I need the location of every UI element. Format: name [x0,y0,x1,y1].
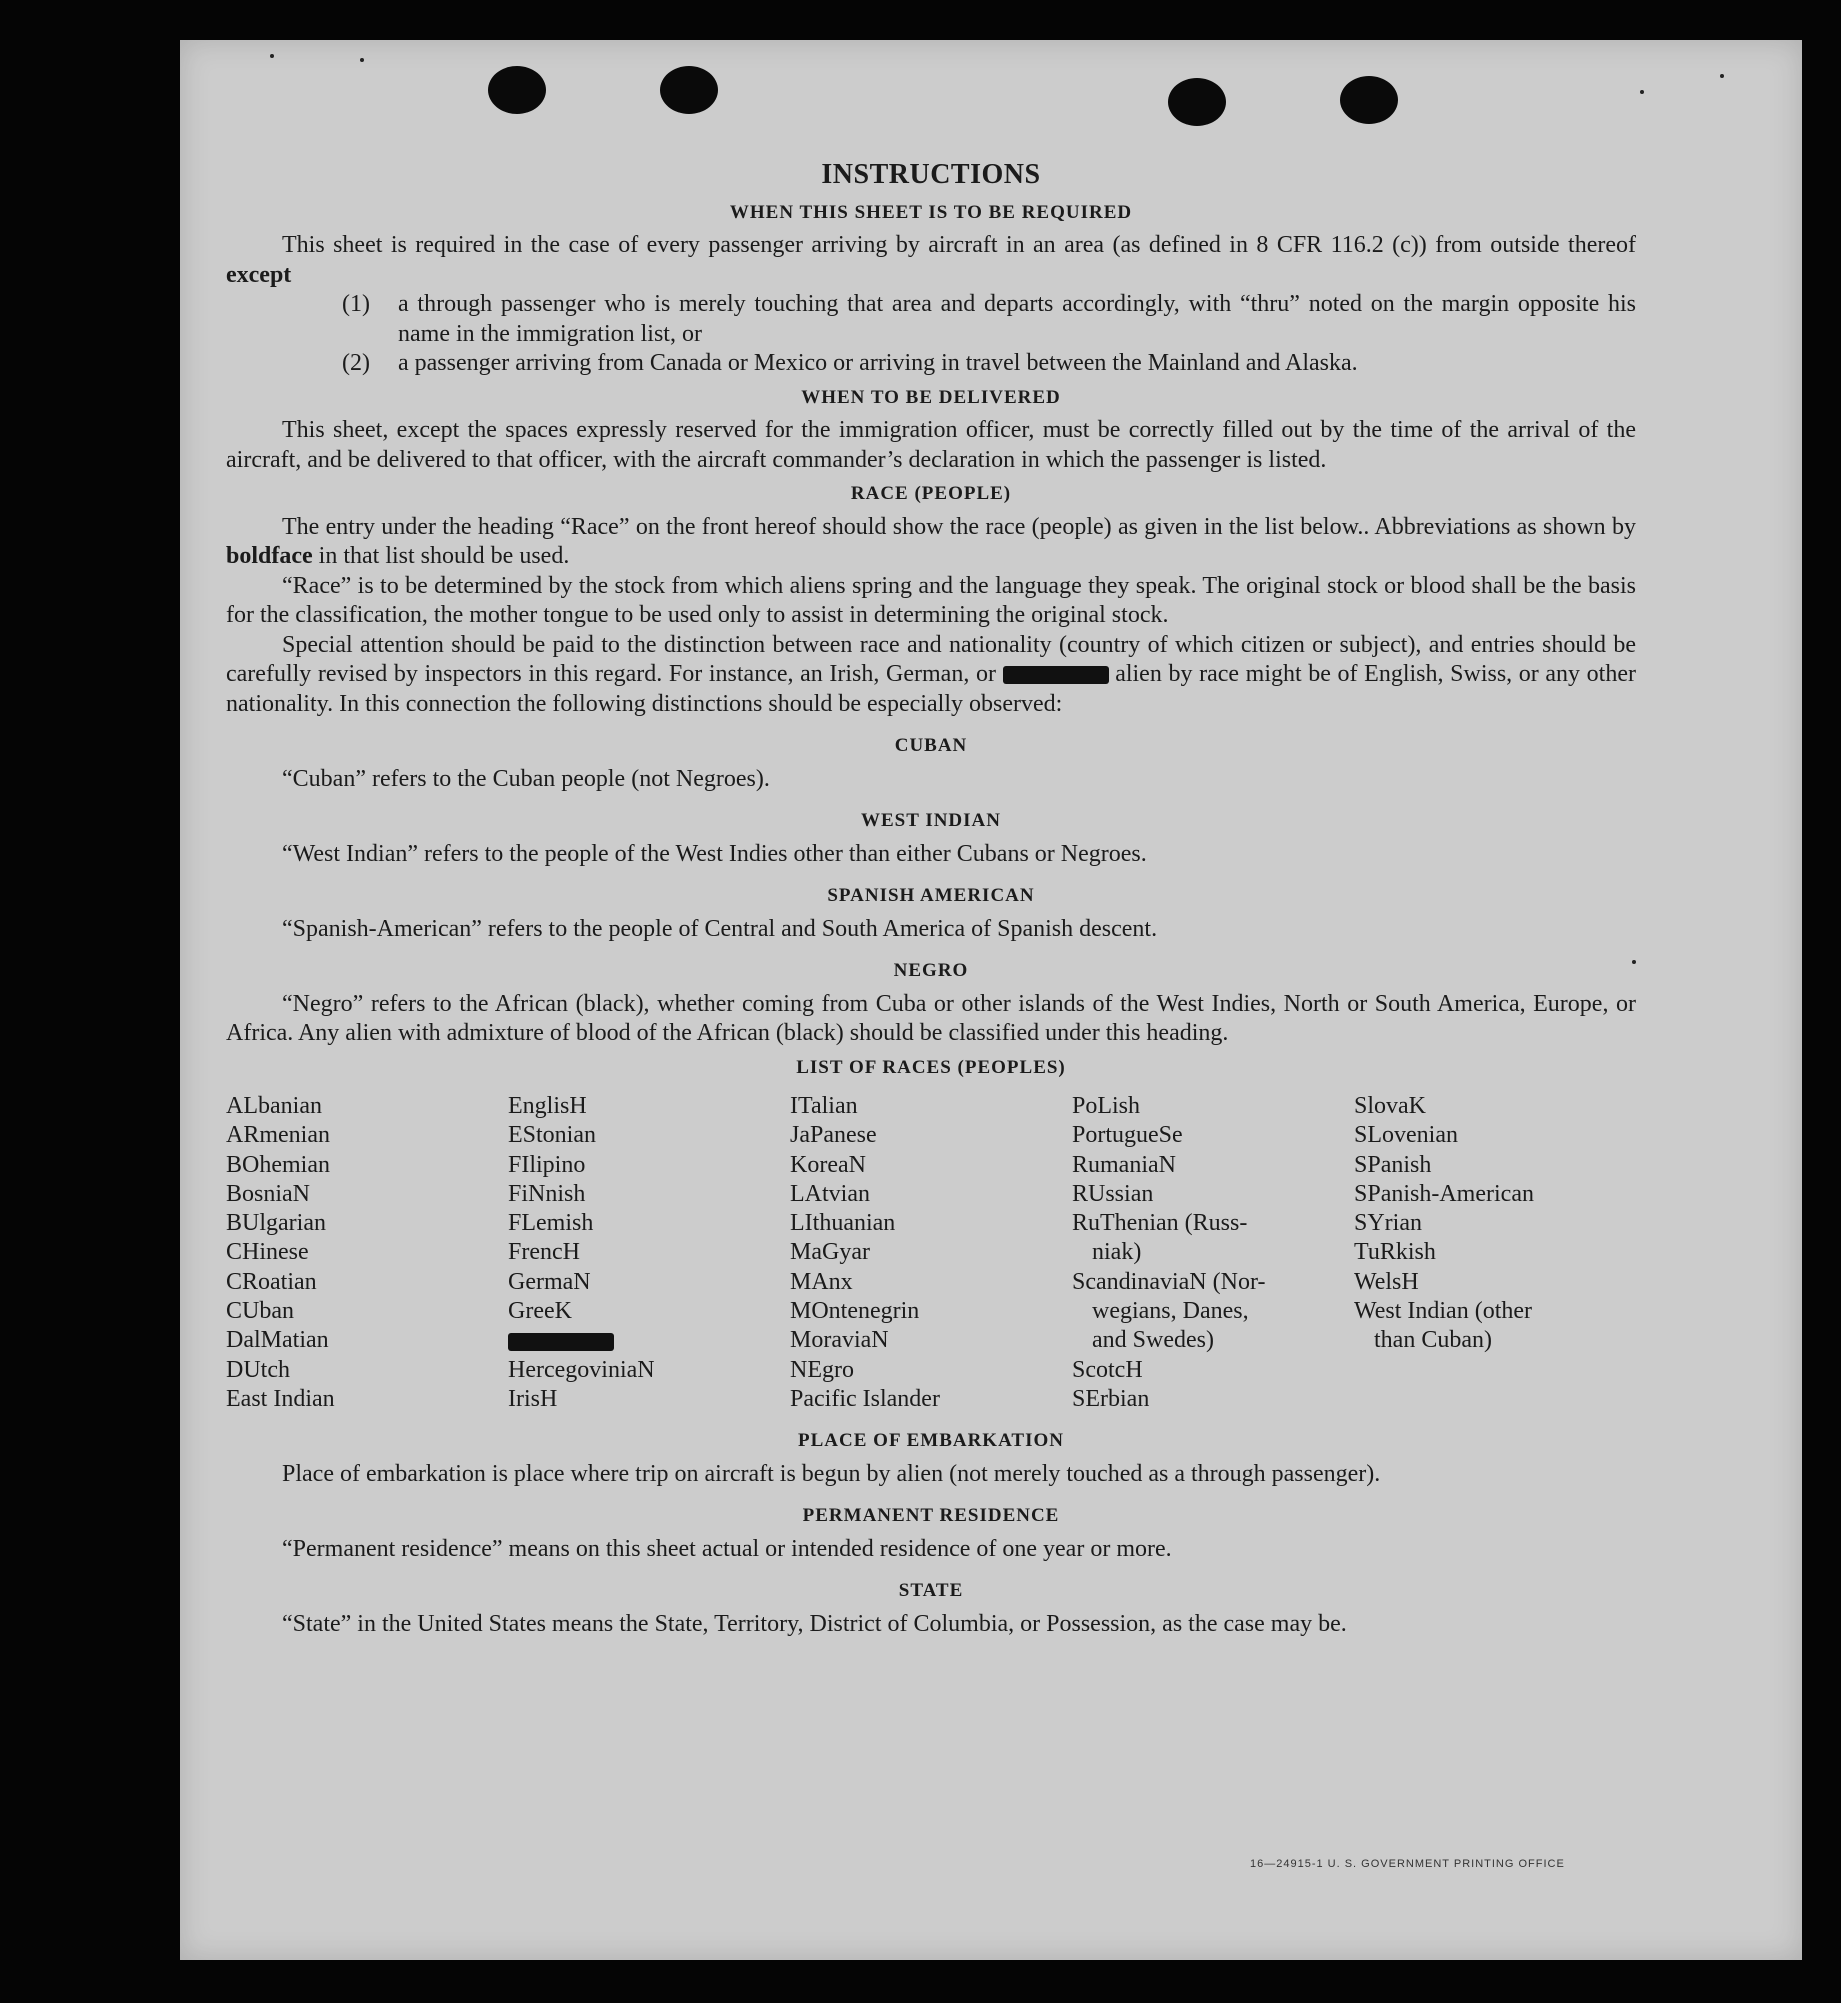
races-column-1 [226,1092,508,1414]
race-entry: LAtvian [790,1180,870,1207]
race-entry: IrisH [508,1385,558,1412]
race-entry: FiNnish [508,1180,586,1207]
race-entry-continued: niak) [1092,1239,1142,1266]
races-column-2 [508,1092,790,1414]
race-entry: ARmenian [226,1122,330,1149]
race-entry: JaPanese [790,1122,877,1149]
race-entry: SErbian [1072,1385,1150,1412]
race-paragraph-2: “Race” is to be determined by the stock from which aliens spring and the language they speak. The original stock or blood shall be the basis for the classification, the mother tongue to be used only to assist in determining the original stock. [226,572,1636,628]
section-heading-race: RACE (PEOPLE) [850,483,1012,504]
race-entry-continued: wegians, Danes, [1092,1298,1249,1325]
redaction-mark [508,1333,614,1351]
race-entry: EStonian [508,1122,596,1149]
state-text: “State” in the United States means the State, Territory, District of Columbia, or Possession, as the case may be. [282,1610,1347,1637]
exception-item-1: (1) a through passenger who is merely touching that area and departs accordingly, with “thru” noted on the margin opposite his name in the immigration list, or [342,291,1636,347]
section-heading-delivered: WHEN TO BE DELIVERED [801,386,1061,408]
race-entry: SYrian [1354,1210,1422,1237]
punch-hole [488,66,546,114]
race-entry: CRoatian [226,1268,317,1295]
race-entry: BosniaN [226,1180,310,1207]
race-entry: FLemish [508,1210,594,1237]
race-paragraph-1: The entry under the heading “Race” on the front hereof should show the race (people) as given in the list below.. Abbreviations as shown by boldface in that list should be used. [226,513,1636,569]
punch-hole [1168,78,1226,126]
race-entry-continued: than Cuban) [1374,1327,1492,1354]
race-entry: SPanish [1354,1151,1432,1178]
races-list-heading: LIST OF RACES (PEOPLES) [796,1056,1066,1078]
race-entry: MAnx [790,1268,853,1295]
race-paragraph-3: Special attention should be paid to the distinction between race and nationality (country of which citizen or subject), and entries should be carefully revised by inspectors in this regard. For instance, an Irish, German, or alien by race might be of English, Swiss, or any other nationality. In this connection the following distinctions should be especially observed: [226,631,1636,717]
race-entry: GreeK [508,1298,572,1325]
section-heading-embarkation: PLACE OF EMBARKATION [798,1430,1064,1452]
section-heading-residence: PERMANENT RESIDENCE [802,1505,1060,1527]
race-entry: CUban [226,1298,294,1325]
speck [270,54,274,58]
race-entry: ScandinaviaN (Nor- [1072,1268,1266,1295]
speck [1640,90,1644,94]
race-entry: DalMatian [226,1327,329,1354]
punch-hole [1340,76,1398,124]
race-entry: MaGyar [790,1239,870,1266]
section-heading-negro: NEGRO [893,960,969,981]
race-entry: SLovenian [1354,1122,1458,1149]
race-entry: HercegoviniaN [508,1356,655,1383]
race-entry: RumaniaN [1072,1151,1176,1178]
race-entry: East Indian [226,1385,335,1412]
negro-text: “Negro” refers to the African (black), whether coming from Cuba or other islands of the West Indies, North or South America, Europe, or Africa. Any alien with admixture of blood of the African (black) should be classified under this heading. [226,990,1636,1046]
race-entry: NEgro [790,1356,854,1383]
race-entry: GermaN [508,1268,591,1295]
race-entry: KoreaN [790,1151,866,1178]
race-entry: CHinese [226,1239,309,1266]
required-intro: This sheet is required in the case of every passenger arriving by aircraft in an area (as defined in 8 CFR 116.2 (c)) from outside thereof except [226,232,1636,288]
races-column-5 [1354,1092,1636,1414]
race-entry: EnglisH [508,1093,587,1119]
races-column-3 [790,1092,1072,1414]
spanish-american-text: “Spanish-American” refers to the people of Central and South America of Spanish descent. [282,915,1158,942]
race-entry: TuRkish [1354,1239,1436,1266]
race-entry: LIthuanian [790,1210,896,1237]
race-entry: PoLish [1072,1093,1141,1119]
embarkation-text: Place of embarkation is place where trip on aircraft is begun by alien (not merely touched as a through passenger). [282,1460,1381,1487]
cuban-text: “Cuban” refers to the Cuban people (not Negroes). [282,765,770,792]
residence-text: “Permanent residence” means on this sheet actual or intended residence of one year or more. [282,1535,1172,1562]
speck [1720,74,1724,78]
document-sheet [180,40,1802,1960]
race-entry: ALbanian [226,1093,322,1119]
section-heading-state: STATE [898,1580,964,1602]
race-entry: SlovaK [1354,1093,1426,1119]
race-entry: FrencH [508,1239,580,1266]
west-indian-text: “West Indian” refers to the people of the West Indies other than either Cubans or Negroes. [282,840,1147,867]
race-entry: DUtch [226,1356,290,1383]
speck [360,58,364,62]
redaction-mark [1003,666,1109,684]
section-heading-spanish-american: SPANISH AMERICAN [827,885,1035,906]
race-entry: ScotcH [1072,1356,1143,1383]
race-entry: RUssian [1072,1180,1154,1207]
race-entry: BOhemian [226,1151,330,1178]
exception-item-2: (2) a passenger arriving from Canada or Mexico or arriving in travel between the Mainland and Alaska. [342,350,1358,376]
section-heading-required: WHEN THIS SHEET IS TO BE REQUIRED [729,201,1133,223]
race-entry: ITalian [790,1093,858,1119]
races-list [226,1092,1636,1414]
race-entry: SPanish-American [1354,1180,1534,1207]
section-heading-west-indian: WEST INDIAN [861,810,1001,831]
redacted-race-entry [508,1326,790,1355]
race-entry-continued: and Swedes) [1092,1327,1214,1354]
races-column-4 [1072,1092,1354,1414]
race-entry: MOntenegrin [790,1298,920,1325]
printer-footer: 16—24915-1 U. S. GOVERNMENT PRINTING OFFICE [1250,1858,1565,1870]
race-entry: MoraviaN [790,1327,889,1354]
punch-hole [660,66,718,114]
race-entry: Pacific Islander [790,1385,940,1412]
race-entry: WelsH [1354,1268,1419,1295]
race-entry: PortugueSe [1072,1122,1183,1149]
delivered-text: This sheet, except the spaces expressly reserved for the immigration officer, must be correctly filled out by the time of the arrival of the aircraft, and be delivered to that officer, with the aircraft commander’s declaration in which the passenger is listed. [226,417,1636,473]
section-heading-cuban: CUBAN [894,735,968,756]
race-entry: West Indian (other [1354,1298,1533,1325]
race-entry: RuThenian (Russ- [1072,1210,1248,1237]
instructions-content [226,160,1636,1639]
page-title: INSTRUCTIONS [821,159,1041,190]
race-entry: FIlipino [508,1151,586,1178]
race-entry: BUlgarian [226,1210,326,1237]
